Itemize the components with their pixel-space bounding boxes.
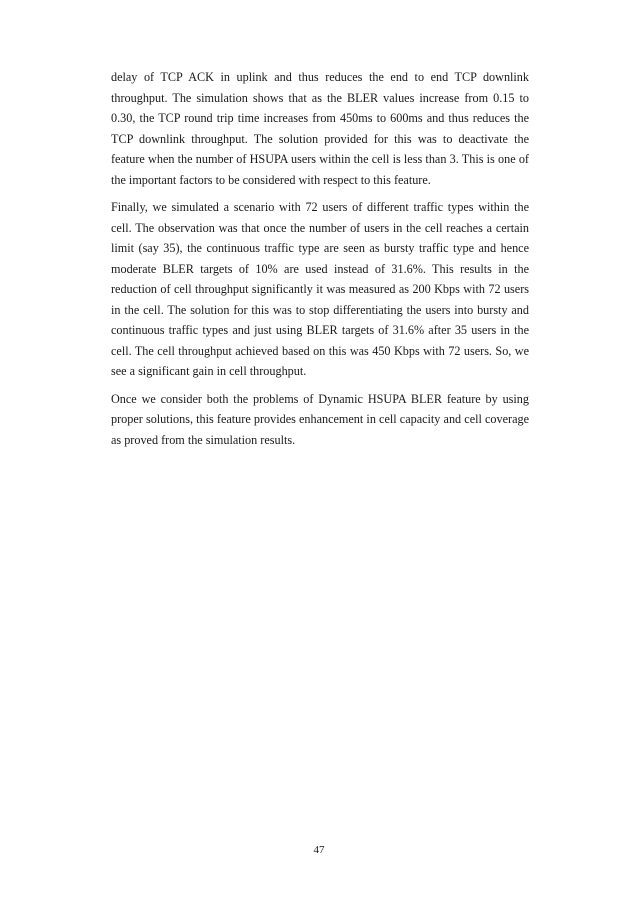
page-number: 47 [313, 844, 325, 856]
paragraph-tcp-ack-delay: delay of TCP ACK in uplink and thus reduces the end to end TCP downlink throughput. The simulation shows that as the BLER values increase from 0.15 to 0.30, the TCP round trip time increases from 450ms to 600ms and thus reduces the TCP downlink throughput. The solution provided for this was to deactivate the feature when the number of HSUPA users within the cell is less than 3. This is one of the important factors to be considered with respect to this feature. [111, 70, 529, 187]
body-text [111, 67, 529, 457]
paragraph-conclusion: Once we consider both the problems of Dynamic HSUPA BLER feature by using proper solutions, this feature provides enhancement in cell capacity and cell coverage as proved from the simulation results. [111, 391, 529, 447]
paragraph-72-users-scenario: Finally, we simulated a scenario with 72 users of different traffic types within the cell. The observation was that once the number of users in the cell reaches a certain limit (say 35), the continuous traffic type are seen as bursty traffic type and hence moderate BLER targets of 10% are used instead of 31.6%. This results in the reduction of cell throughput significantly it was measured as 200 Kbps with 72 users in the cell. The solution for this was to stop differentiating the users into bursty and continuous traffic types and just using BLER targets of 31.6% after 35 users in the cell. The cell throughput achieved based on this was 450 Kbps with 72 users. So, we see a significant gain in cell throughput. [111, 200, 529, 378]
